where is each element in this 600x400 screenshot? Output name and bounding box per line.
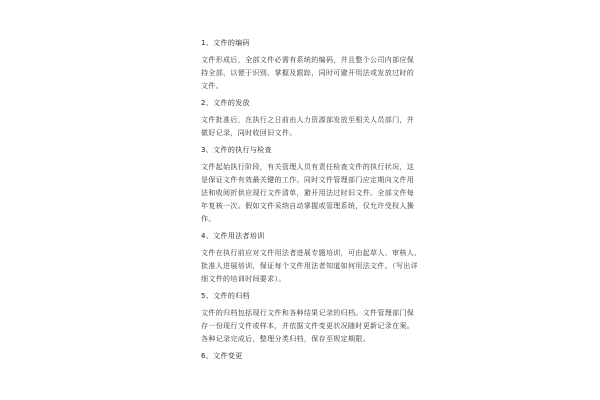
section-heading: 1、文件的编码 <box>201 39 250 47</box>
paragraph-line: 文件在执行前应对文件用法者进展专题培训，可由起草人、审核人、 <box>201 249 422 257</box>
section-heading: 2、文件的发放 <box>201 99 250 107</box>
paragraph-line: 法和收阅折供应现行文件清单，避开用法过时旧文件。全部文件每 <box>201 189 415 197</box>
section-training <box>201 229 422 286</box>
section-paragraph <box>201 307 415 346</box>
paragraph-line: 做好记录，同时收回旧文件。 <box>201 129 297 137</box>
paragraph-line: 细文件的培训时间要求）。 <box>201 275 286 283</box>
paragraph-line: 持全部，以便于识别、掌握及跟踪，同时可避开用法或发放过时的 <box>201 69 415 77</box>
paragraph-line: 是保证文件有效最关键的工作。同时文件管理部门应定期向文件用 <box>201 176 415 184</box>
section-heading: 5、文件的归档 <box>201 292 250 300</box>
paragraph-line: 文件起始执行阶段，有关管理人员有责任检查文件的执行状况，这 <box>201 163 415 171</box>
paragraph-line: 各种记录完成后，整理分类归档，保存至规定期限。 <box>201 335 371 343</box>
paragraph-line: 批准人进展培训，保证每个文件用法者知道如何用法文件。（写出详 <box>201 262 418 270</box>
section-paragraph <box>201 54 415 93</box>
section-distribution <box>201 96 415 140</box>
section-heading: 6、文件变更 <box>201 352 243 360</box>
paragraph-line: 文件形成后，全部文件必需有系统的编码，并且整个公司内部应保 <box>201 56 415 64</box>
paragraph-line: 作。 <box>201 215 216 223</box>
paragraph-line: 文件批准后，在执行之日前由人力资源部发放至相关人员部门，并 <box>201 116 415 124</box>
paragraph-line: 存一份现行文件或样本，并依据文件变更状况随时更新记录在案。 <box>201 322 415 330</box>
section-heading: 4、文件用法者培训 <box>201 232 265 240</box>
section-heading: 3、文件的执行与检查 <box>201 146 272 154</box>
paragraph-line: 年复核一次。假如文件采纳自动掌握或管理系统，仅允许受权人操 <box>201 202 415 210</box>
section-paragraph <box>201 114 415 140</box>
section-execution <box>201 143 415 226</box>
section-paragraph <box>201 247 422 286</box>
paragraph-line: 文件的归档包括现行文件和各种结果记录的归档。文件管理部门保 <box>201 309 415 317</box>
section-change <box>201 349 411 367</box>
section-archiving <box>201 289 415 346</box>
section-paragraph <box>201 161 415 226</box>
document-body <box>201 36 422 367</box>
paragraph-line: 文件。 <box>201 82 224 90</box>
section-encoding <box>201 36 415 93</box>
